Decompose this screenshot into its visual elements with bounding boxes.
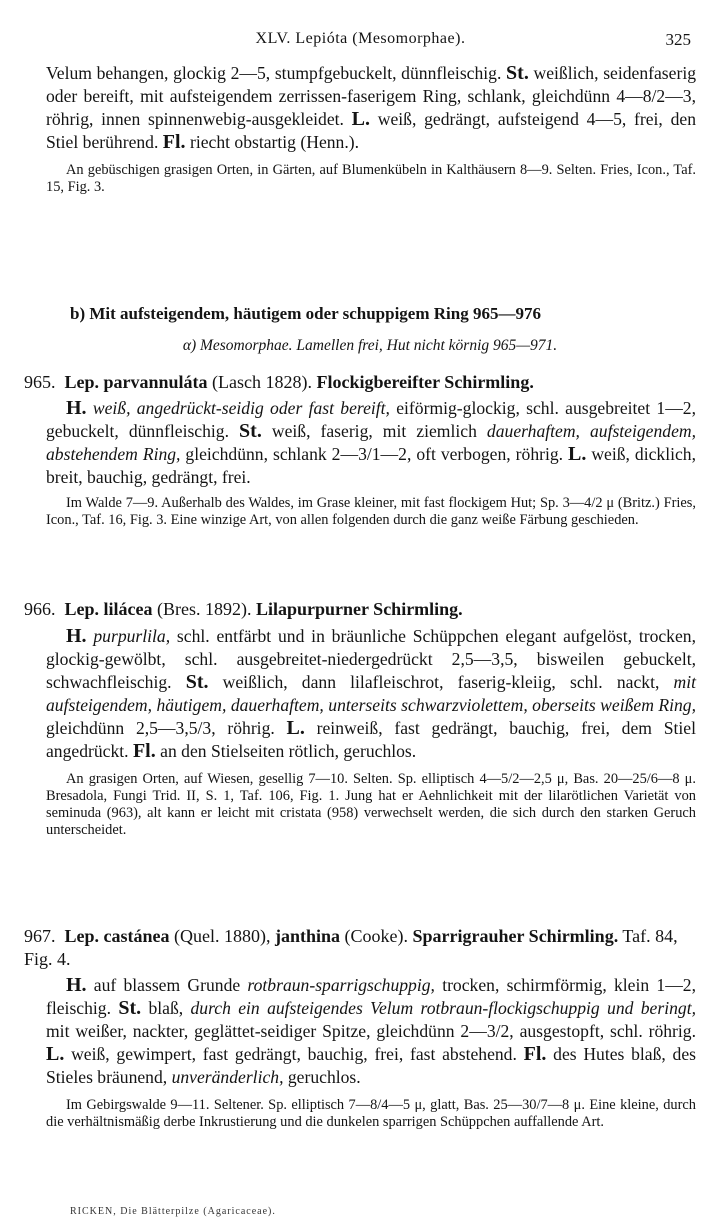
running-header (0, 30, 721, 54)
section-heading: b) Mit aufsteigendem, häutigem oder schuppigem Ring 965—976 (70, 304, 541, 323)
entry-967-heading: 967. Lep. castánea (Quel. 1880), janthina (Cooke). Sparrigrauher Schirmling. Taf. 84, Fig. 4. (24, 926, 678, 969)
entry-967-description: H. auf blassem Grunde rotbraun-sparrigschuppig, trocken, schirmförmig, klein 1—2, fleischig. St. blaß, durch ein aufsteigendes Velum rotbraun-flockigschuppig und beringt, mit weißer, nackter, geglättet-seidiger Spitze, gleichdünn 2—3/2, ausgestopft, schl. röhrig. L. weiß, gewimpert, fast gedrängt, bauchig, frei, fast abstehend. Fl. des Hutes blaß, des Stieles bräunend, unveränderlich, geruchlos. (46, 974, 696, 1087)
entry-966-heading: 966. Lep. lilácea (Bres. 1892). Lilapurpurner Schirmling. (24, 599, 463, 619)
continued-entry (46, 62, 696, 196)
page-number: 325 (665, 30, 691, 49)
entry-965-body (46, 397, 696, 529)
continued-description: Velum behangen, glockig 2—5, stumpfgebuckelt, dünnfleischig. St. weißlich, seidenfaserig oder bereift, mit aufsteigendem zerrissen-faserigem Ring, schlank, gleichdünn 4—8/2—3, röhrig, innen spinnenwebig-ausgekleidet. L. weiß, gedrängt, aufsteigend 4—5, frei, den Stiel berührend. Fl. riecht obstartig (Henn.). (46, 62, 697, 153)
page-footer: RICKEN, Die Blätterpilze (Agaricaceae). (70, 1206, 276, 1217)
entry-967-body (46, 974, 696, 1131)
header-title: XLV. Lepióta (Mesomorphae). (255, 30, 466, 47)
entry-965-heading: 965. Lep. parvannuláta (Lasch 1828). Flockigbereifter Schirmling. (24, 372, 534, 392)
entry-967-note: Im Gebirgswalde 9—11. Seltener. Sp. elliptisch 7—8/4—5 μ, glatt, Bas. 25—30/7—8 μ. Eine kleine, durch die verhältnismäßig derbe Inkrustierung und die dunkelen sparrigen Schüppchen auffallende Art. (46, 1097, 696, 1130)
continued-note: An gebüschigen grasigen Orten, in Gärten, auf Blumenkübeln in Kalthäusern 8—9. Selten. Fries, Icon., Taf. 15, Fig. 3. (46, 162, 696, 195)
entry-966-body (46, 625, 696, 839)
entry-966-description: H. purpurlila, schl. entfärbt und in bräunliche Schüppchen elegant aufgelöst, trocken, glockig-gewölbt, schl. ausgebreitet-niedergedrückt 2,5—3,5, bisweilen gebuckelt, schwachfleischig. St. weißlich, dann lilafleischrot, faserig-kleiig, schl. nackt, mit aufsteigendem, häutigem, dauerhaftem, unterseits schwarzviolettem, oberseits weißem Ring, gleichdünn 2,5—3,5/3, röhrig. L. reinweiß, fast gedrängt, bauchig, frei, dem Stiel angedrückt. Fl. an den Stielseiten rötlich, geruchlos. (46, 625, 697, 762)
section-subheading: α) Mesomorphae. Lamellen frei, Hut nicht körnig 965—971. (182, 337, 558, 354)
entry-965-description: H. weiß, angedrückt-seidig oder fast bereift, eiförmig-glockig, schl. ausgebreitet 1—2, gebuckelt, dünnfleischig. St. weiß, faserig, mit ziemlich dauerhaftem, aufsteigendem, abstehendem Ring, gleichdünn, schlank 2—3/1—2, oft verbogen, röhrig. L. weiß, dicklich, breit, bauchig, gedrängt, frei. (46, 397, 696, 487)
entry-965-note: Im Walde 7—9. Außerhalb des Waldes, im Grase kleiner, mit fast flockigem Hut; Sp. 3—4/2 μ (Britz.) Fries, Icon., Taf. 16, Fig. 3. Eine winzige Art, von allen folgenden durch die ganz weiße Färbung geschieden. (46, 495, 696, 528)
entry-966-note: An grasigen Orten, auf Wiesen, gesellig 7—10. Selten. Sp. elliptisch 4—5/2—2,5 μ, Bas. 20—25/6—8 μ. Bresadola, Fungi Trid. II, S. 1, Taf. 106, Fig. 1. Jung hat er Aehnlichkeit mit der lilarötlichen Varietät von seminuda (963), alt kann er leicht mit cristata (958) verwechselt werden, die sich durch den starken Geruch unterscheidet. (46, 771, 696, 838)
